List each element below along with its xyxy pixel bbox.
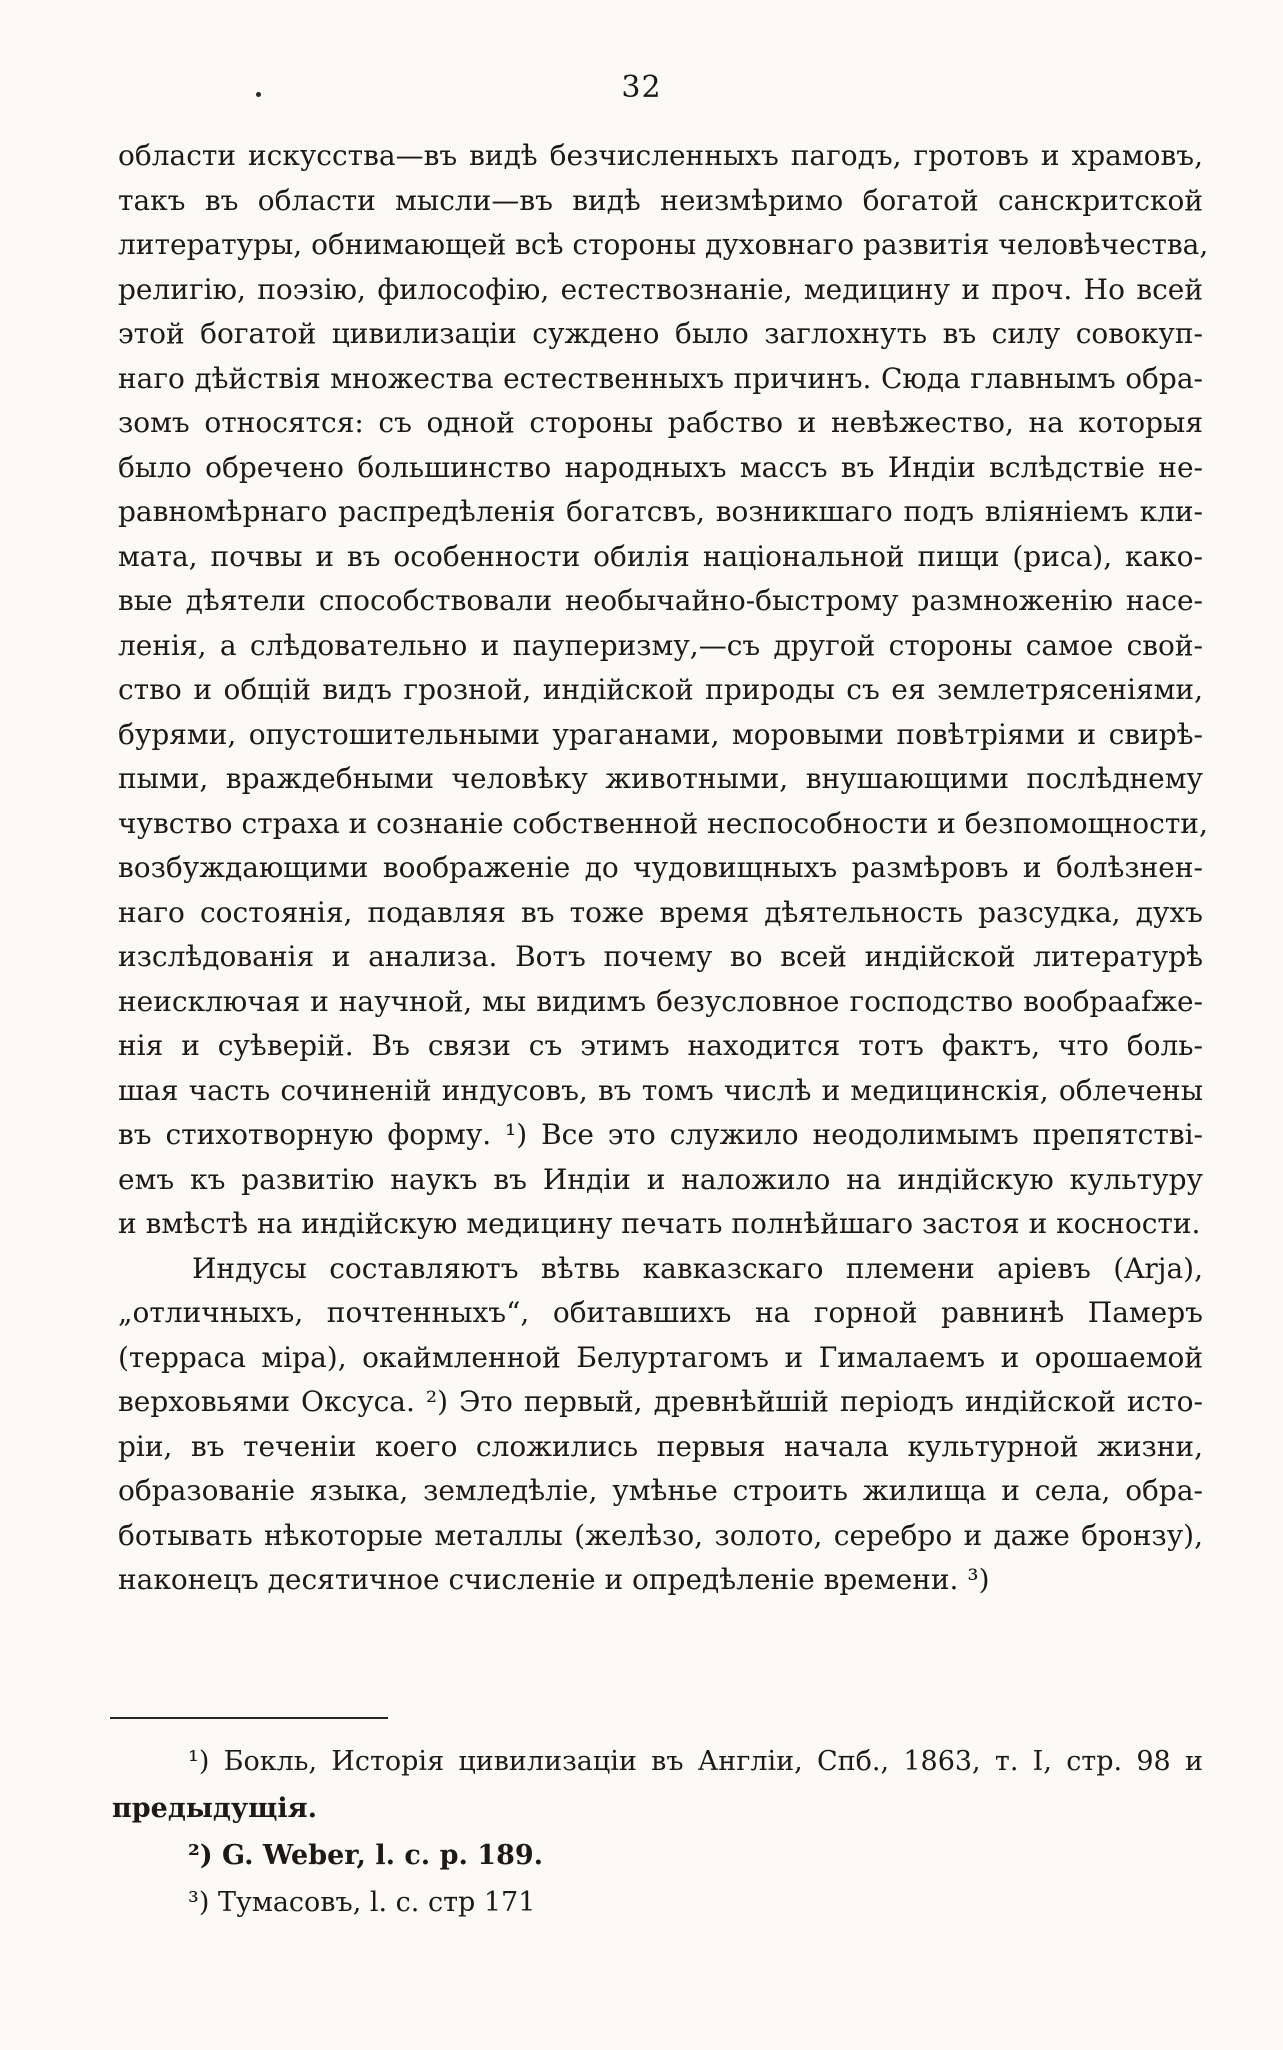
text-line: религію, поэзію, философію, естествознаніе, медицину и проч. Но всей <box>118 272 1203 306</box>
text-line: неисключая и научной, мы видимъ безусловное господство вообраafже- <box>118 984 1203 1018</box>
text-line: этой богатой цивилизаціи суждено было заглохнуть въ силу совокуп- <box>118 317 1203 350</box>
footnote-3: ³) Тумасовъ, l. c. стр 171 <box>188 1887 536 1918</box>
text-line: нія и суѣверій. Въ связи съ этимъ находится тотъ фактъ, что боль- <box>118 1029 1203 1062</box>
text-line: ріи, въ теченіи коего сложились первыя начала культурной жизни, <box>118 1429 1203 1463</box>
page-number: 32 <box>621 70 662 105</box>
text-line: чувство страха и сознаніе собственной неспособности и безпомощности, <box>118 806 1208 840</box>
text-line: изслѣдованія и анализа. Вотъ почему во всей индійской литературѣ <box>118 940 1203 973</box>
footnote-2: ²) G. Weber, l. c. p. 189. <box>188 1840 544 1871</box>
text-line: литературы, обнимающей всѣ стороны духовнаго развитія человѣчества, <box>118 228 1209 261</box>
text-line: зомъ относятся: съ одной стороны рабство и невѣжество, на которыя <box>118 406 1203 439</box>
text-line: бурями, опустошительными ураганами, моровыми повѣтріями и свирѣ- <box>118 717 1203 751</box>
text-line: и вмѣстѣ на индійскую медицину печать полнѣйшаго застоя и косности. <box>118 1207 1201 1240</box>
text-line: возбуждающими воображеніе до чудовищныхъ размѣровъ и болѣзнен- <box>118 851 1203 884</box>
text-line: ботывать нѣкоторые металлы (желѣзо, золото, серебро и даже бронзу), <box>118 1518 1203 1552</box>
body-text <box>118 134 1209 1603</box>
text-line: „отличныхъ, почтенныхъ“, обитавшихъ на горной равнинѣ Памеръ <box>118 1296 1203 1329</box>
text-line: мата, почвы и въ особенности обилія національной пищи (риса), како- <box>118 539 1203 573</box>
text-line: въ стихотворную форму. ¹) Все это служило неодолимымъ препятстві- <box>118 1118 1203 1151</box>
text-line: области искусства—въ видѣ безчисленныхъ пагодъ, гротовъ и храмовъ, <box>118 139 1203 172</box>
text-line: шая часть сочиненій индусовъ, въ томъ числѣ и медицинскія, облечены <box>118 1073 1203 1107</box>
footnotes <box>112 1738 1203 1926</box>
text-line: ленія, а слѣдовательно и пауперизму,—съ другой стороны самое свой- <box>118 628 1203 662</box>
text-line: емъ къ развитію наукъ въ Индіи и наложило на индійскую культуру <box>118 1162 1203 1196</box>
text-line: наконецъ десятичное счисленіе и опредѣленіе времени. ³) <box>118 1563 990 1596</box>
text-line: (терраса міра), окаймленной Белуртагомъ и Гималаемъ и орошаемой <box>118 1340 1203 1374</box>
text-line: наго состоянія, подавляя въ тоже время дѣятельность разсудка, духъ <box>118 895 1203 929</box>
text-line: вые дѣятели способствовали необычайно-быстрому размноженію насе- <box>118 584 1203 617</box>
text-line: пыми, враждебными человѣку животными, внушающими послѣднему <box>118 762 1203 795</box>
footnote-1-continuation: предыдущія. <box>112 1793 317 1824</box>
text-line: образованіе языка, земледѣліе, умѣнье строить жилища и села, обра- <box>118 1474 1203 1507</box>
text-line: верховьями Оксуса. ²) Это первый, древнѣйшій періодъ индійской исто- <box>118 1385 1203 1418</box>
text-line: такъ въ области мысли—въ видѣ неизмѣримо богатой санскритской <box>118 183 1203 217</box>
text-line: ство и общій видъ грозной, индійской природы съ ея землетрясеніями, <box>118 673 1203 706</box>
footnote-separator <box>110 1717 388 1719</box>
footnote-1: ¹) Бокль, Исторія цивилизаціи въ Англіи, Спб., 1863, т. I, стр. 98 и <box>188 1746 1203 1777</box>
text-line: Индусы составляютъ вѣтвь кавказскаго племени аріевъ (Arja), <box>192 1251 1203 1285</box>
text-line: было обречено большинство народныхъ массъ въ Индіи вслѣдствіе не- <box>118 450 1203 484</box>
text-line: наго дѣйствія множества естественныхъ причинъ. Сюда главнымъ обра- <box>118 361 1203 395</box>
text-line: равномѣрнаго распредѣленія богатсвъ, возникшаго подъ вліяніемъ кли- <box>118 495 1203 528</box>
